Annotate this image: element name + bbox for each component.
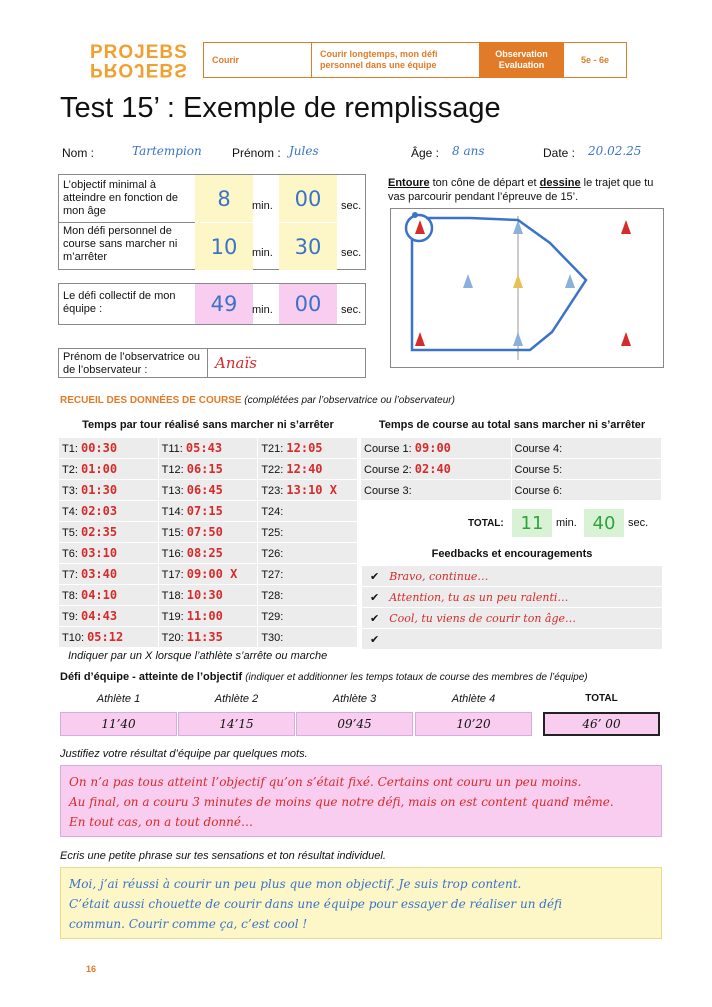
- laps-note: Indiquer par un X lorsque l’athlète s’arrête ou marche: [68, 650, 328, 662]
- unit-min: min.: [252, 200, 273, 212]
- nom-value: Tartempion: [132, 144, 202, 158]
- observer-value: Anaïs: [215, 354, 257, 372]
- athlete-time: 09’45: [296, 712, 413, 736]
- date-label: Date :: [543, 146, 576, 160]
- table-row: [59, 501, 358, 522]
- total-label: TOTAL:: [468, 518, 504, 529]
- prenom-value: Jules: [289, 144, 319, 158]
- team-total-value: 46’ 00: [543, 712, 660, 736]
- athlete-label: Athlète 4: [451, 693, 496, 705]
- lap-cell: T6: 03:10: [59, 543, 159, 564]
- lap-cell: T1: 00:30: [59, 438, 159, 459]
- unit-sec: sec.: [628, 517, 649, 529]
- header-cell-observation: Observation Evaluation: [480, 43, 564, 77]
- lap-cell: T17: 09:00 X: [158, 564, 258, 585]
- course-cell: Course 5:: [511, 459, 662, 480]
- lap-cell: T16: 08:25: [158, 543, 258, 564]
- justify-box: On n’a pas tous atteint l’objectif qu’on s’était fixé. Certains ont couru un peu moins. Au final, on a couru 3 minutes de moins que notre défi, mais on est content quand même. En tout cas, on a tout donné…: [60, 765, 662, 837]
- header-cell-grade: 5e - 6e: [580, 55, 610, 65]
- unit-min: min.: [556, 517, 577, 529]
- lap-cell: T21: 12:05: [258, 438, 358, 459]
- total-seconds: 40: [584, 509, 624, 537]
- observer-box: [58, 348, 366, 378]
- unit-sec: sec.: [341, 304, 362, 316]
- table-row: [59, 585, 358, 606]
- page-number: 16: [86, 964, 97, 974]
- unit-min: min.: [252, 304, 273, 316]
- feedback-item: [362, 629, 662, 650]
- course-cell: Course 3:: [361, 480, 512, 501]
- check-icon: ✔: [370, 570, 380, 583]
- defi-collectif-box: [58, 283, 366, 325]
- course-cell: Course 1: 09:00: [361, 438, 512, 459]
- laps-title: Temps par tour réalisé sans marcher ni s’arrêter: [82, 419, 334, 431]
- lap-cell: T25:: [258, 522, 358, 543]
- defi-perso-label: Mon défi personnel de course sans marcher ni m’arrêter: [63, 225, 178, 263]
- defi-coll-label: Le défi collectif de mon équipe :: [63, 290, 176, 315]
- section-title: RECUEIL DES DONNÉES DE COURSE (complétées par l’observatrice ou l’observateur): [60, 395, 455, 406]
- unit-sec: sec.: [341, 247, 362, 259]
- logo: PROJEBS PROJEBS: [90, 42, 188, 80]
- course-cell: Course 6:: [511, 480, 662, 501]
- athlete-time: 10’20: [415, 712, 532, 736]
- lap-cell: T22: 12:40: [258, 459, 358, 480]
- header-cell-activity: Courir: [204, 43, 312, 77]
- lap-cell: T15: 07:50: [158, 522, 258, 543]
- table-row: [59, 480, 358, 501]
- lap-cell: T27:: [258, 564, 358, 585]
- athlete-label: Athlète 2: [214, 693, 259, 705]
- age-label: Âge :: [411, 146, 440, 160]
- age-value: 8 ans: [452, 144, 485, 158]
- unit-sec: sec.: [341, 200, 362, 212]
- table-row: [361, 459, 662, 480]
- lap-cell: T26:: [258, 543, 358, 564]
- unit-min: min.: [252, 247, 273, 259]
- feedback-title: Feedbacks et encouragements: [431, 548, 593, 560]
- lap-cell: T3: 01:30: [59, 480, 159, 501]
- defi-perso-minutes: 10: [195, 223, 253, 270]
- feedback-item: ✔ Bravo, continue…: [362, 566, 662, 587]
- lap-cell: T14: 07:15: [158, 501, 258, 522]
- lap-cell: T28:: [258, 585, 358, 606]
- lap-cell: T10: 05:12: [59, 627, 159, 648]
- lap-cell: T11: 05:43: [158, 438, 258, 459]
- table-row: [59, 627, 358, 648]
- lap-cell: T30:: [258, 627, 358, 648]
- feedback-item: ✔ Attention, tu as un peu ralenti…: [362, 587, 662, 608]
- lap-cell: T23: 13:10 X: [258, 480, 358, 501]
- phrase-prompt: Ecris une petite phrase sur tes sensations et ton résultat individuel.: [60, 850, 386, 862]
- course-map: [390, 208, 664, 368]
- table-row: [59, 522, 358, 543]
- check-icon: ✔: [370, 612, 380, 625]
- table-row: [361, 438, 662, 459]
- lap-cell: T13: 06:45: [158, 480, 258, 501]
- course-cell: Course 2: 02:40: [361, 459, 512, 480]
- objective-min-seconds: 00: [279, 175, 337, 222]
- course-table: [360, 437, 662, 501]
- objective-min-label: L’objectif minimal à atteindre en fonction de mon âge: [63, 179, 178, 217]
- athlete-label: Athlète 1: [96, 693, 141, 705]
- defi-coll-minutes: 49: [195, 284, 253, 324]
- lap-cell: T9: 04:43: [59, 606, 159, 627]
- table-row: [59, 459, 358, 480]
- feedback-item: ✔ Cool, tu viens de courir ton âge…: [362, 608, 662, 629]
- table-row: [59, 543, 358, 564]
- lap-cell: T8: 04:10: [59, 585, 159, 606]
- lap-cell: T12: 06:15: [158, 459, 258, 480]
- observer-label: Prénom de l’observatrice ou de l’observateur :: [63, 351, 200, 376]
- page-title: Test 15’ : Exemple de remplissage: [60, 92, 501, 124]
- athlete-time: 14’15: [178, 712, 295, 736]
- justify-prompt: Justifiez votre résultat d’équipe par quelques mots.: [60, 748, 308, 760]
- objective-min-minutes: 8: [195, 175, 253, 222]
- lap-cell: T29:: [258, 606, 358, 627]
- lap-cell: T24:: [258, 501, 358, 522]
- prenom-label: Prénom :: [232, 146, 281, 160]
- lap-cell: T2: 01:00: [59, 459, 159, 480]
- lap-cell: T4: 02:03: [59, 501, 159, 522]
- header-cell-theme: Courir longtemps, mon défi personnel dans une équipe: [312, 43, 480, 77]
- course-title: Temps de course au total sans marcher ni s’arrêter: [378, 419, 646, 431]
- check-icon: ✔: [370, 633, 380, 646]
- athlete-label: Athlète 3: [332, 693, 377, 705]
- lap-cell: T18: 10:30: [158, 585, 258, 606]
- objective-box: [58, 174, 366, 270]
- team-total-label: TOTAL: [585, 693, 618, 704]
- defi-perso-seconds: 30: [279, 223, 337, 270]
- lap-cell: T5: 02:35: [59, 522, 159, 543]
- lap-cell: T20: 11:35: [158, 627, 258, 648]
- check-icon: ✔: [370, 591, 380, 604]
- lap-cell: T7: 03:40: [59, 564, 159, 585]
- map-instructions: Entoure ton cône de départ et dessine le trajet que tu vas parcourir pendant l’épreuve de 15’.: [388, 177, 654, 203]
- table-row: [59, 438, 358, 459]
- phrase-box: Moi, j’ai réussi à courir un peu plus que mon objectif. Je suis trop content. C’était aussi chouette de courir dans une équipe pour essayer de réaliser un défi commun. Courir comme ça, c’est cool !: [60, 867, 662, 939]
- nom-label: Nom :: [62, 146, 95, 160]
- course-cell: Course 4:: [511, 438, 662, 459]
- total-minutes: 11: [512, 509, 552, 537]
- athlete-time: 11’40: [60, 712, 177, 736]
- defi-equipe-title: Défi d’équipe - atteinte de l’objectif (indiquer et additionner les temps totaux de course des membres de l’équipe): [60, 671, 588, 683]
- lap-cell: T19: 11:00: [158, 606, 258, 627]
- laps-table: [58, 437, 358, 648]
- header-bar: [203, 42, 627, 78]
- table-row: [59, 564, 358, 585]
- table-row: [361, 480, 662, 501]
- table-row: [59, 606, 358, 627]
- defi-coll-seconds: 00: [279, 284, 337, 324]
- date-value: 20.02.25: [588, 144, 642, 158]
